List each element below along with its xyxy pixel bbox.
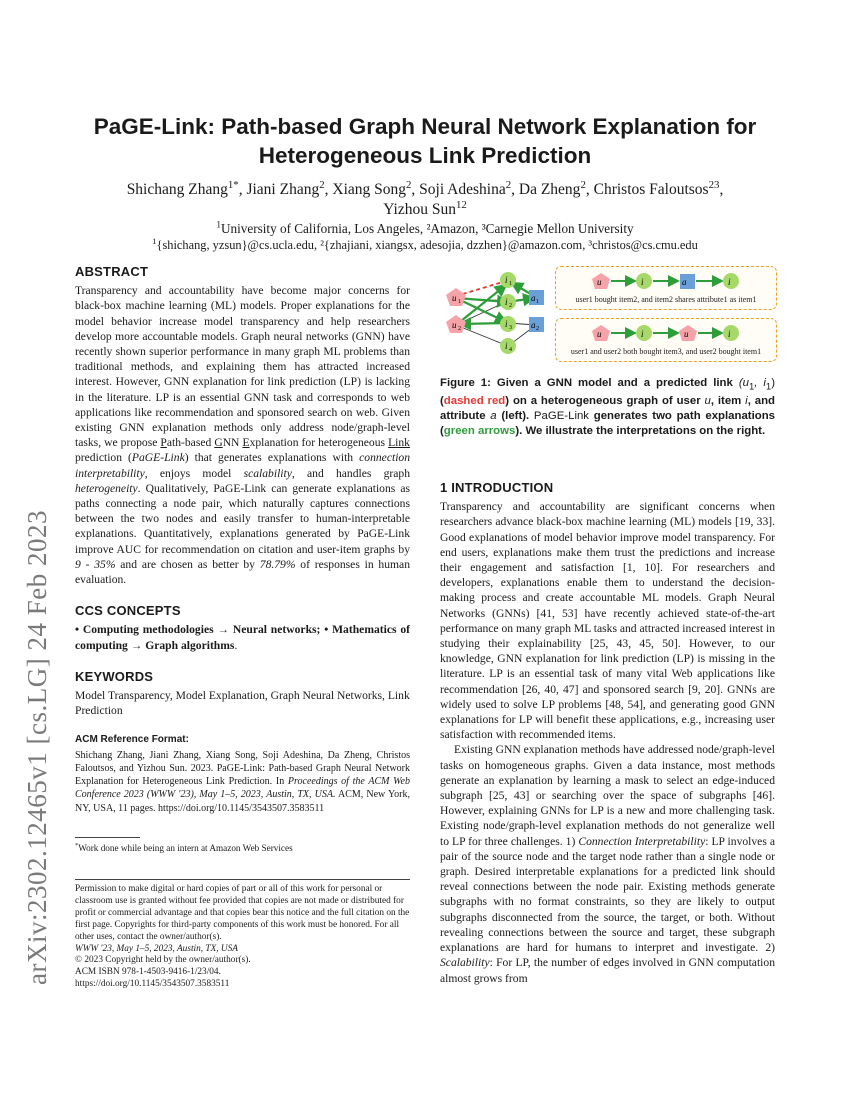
author-6: Christos Faloutsos [593,181,709,198]
intro-p2-italic-2: Scalability [440,956,490,970]
caption-part-1: Figure 1: Given a GNN model and a predicted link [440,377,739,389]
abstract-heading: ABSTRACT [75,264,149,279]
introduction-heading: 1 INTRODUCTION [440,480,554,495]
intro-p2-italic-1: Connection Interpretability [578,834,706,848]
permission-isbn: ACM ISBN 978-1-4503-9416-1/23/04. [75,967,221,978]
node-i3-sub: 3 [509,325,512,331]
caption-part-5: , and attribute [440,395,775,423]
caption-part-3: on a heterogeneous graph of user [509,395,705,408]
node-u1-sub: 1 [458,299,461,305]
author-list: Shichang Zhang$^{1*}$, Jiani Zhang$^2$, Xiang Song$^2$, Soji Adeshina$^2$, Da Zheng$^2$, Christos Faloutsos$^{23}$, Yizhou Sun$^{12}$ [126,178,724,218]
abstract-italic-2: scalability [243,466,292,480]
node-i3-label: i [505,319,508,329]
footnote-rule [75,837,140,838]
abstract-part-7: of responses in human evaluation. [75,557,410,587]
node-u1 [446,288,466,306]
acm-reference-heading: ACM Reference Format: [75,734,189,746]
author-5-sup: 2 [580,178,586,191]
intro-p2-part-2: : LP involves a pair of the source node and the target node rather than a single node or graph. Desired interpretable explanations for a predicted link should reveal connections between the node pair. Existing methods generate subgraphs with no format constraints, so they are likely to output subgraphs disconnected from the source, the target, or both. Without revealing connections between the source and target, these subgraph explanations are hard for humans to interpret and investigate. 2) [440,834,775,955]
author-3-sup: 2 [406,178,412,191]
abstract-acronym-link: Link [388,436,410,450]
node-a1-sub: 1 [536,299,539,305]
svg-text:a: a [682,277,687,287]
intro-paragraph-1: Transparency and accountability are significant concerns when researchers advance black-box machine learning (ML) models [19, 33]. Good explanations of model behavior improve model transparency. For end users, explanations make them trust the predictions and increase their engagement and satisfaction [1, 10]. For researchers and developers, explanations enable them to understand the decision-making process and create accountable ML models. Graph Neural Networks (GNNs) [41, 53] have recently achieved state-of-the-art performance on many graph ML tasks and attracted increased interest in studying their explainability [25, 43, 45, 50]. However, to our knowledge, GNN explanation for link prediction (LP) is missing in the literature. LP is an essential task of many vital Web applications like recommendation [26, 40, 47] and sponsored search [9, 20]. GNNs are widely used to solve LP problems [48, 54], and generating good GNN explanations for LP will benefit these applications, e.g., increasing user satisfaction with recommended items. [440,500,776,742]
ccs-part-1: • Computing methodologies → Neural networks [75,623,317,637]
affiliation-text-2: {shichang, yzsun}@cs.ucla.edu, ²{zhajiani, xiangsx, adesojia, dzzhen}@amazon.com, ³christos@cs.cmu.edu [156,238,698,252]
node-u2-sub: 2 [458,326,461,332]
abstract-text [75,283,410,587]
abstract-italic-4: 9 - 35% [75,557,116,571]
svg-text:u: u [597,277,602,287]
left-column [75,264,410,854]
affiliation-emails [60,237,790,254]
node-a2-label: a [531,320,536,330]
svg-text:i: i [728,329,731,339]
caption-part-8: generates two path explanations ( [440,410,775,438]
node-i1-label: i [505,275,508,285]
author-3: Xiang Song [332,181,406,198]
intro-paragraph-2 [440,742,775,985]
ccs-heading: CCS CONCEPTS [75,603,181,619]
caption-green-arrows: green arrows [443,425,516,438]
abstract-part-name2: NN [222,436,243,450]
caption-math-3: ) [771,377,775,389]
acm-reference-text [75,749,410,815]
abstract-part-1: Transparency and accountability have become major concerns for black-box machine learning (ML) models. Proper explanations for the model behavior increase model transparency and help researchers develop more accountable models. Graph neural networks (GNN) have recently shown superior performance in many graph ML problems than traditional methods, and explaining them has attracted increased interest. However, GNN explanation for link prediction (LP) is lacking in the literature. LP is an essential GNN task and corresponds to web applications like recommendation and sponsored search on web. Given existing GNN explanation methods only address node/graph-level tasks, we propose [75,284,410,450]
abstract-acronym-g: G [214,436,223,450]
affiliation-line-1 [60,220,790,237]
svg-text:u: u [684,329,689,339]
footnote-mark: * [75,841,79,849]
ccs-part-3: . [234,638,238,652]
node-i2-label: i [505,297,508,307]
caption-sub-2: 1 [765,381,772,393]
caption-math-1: (u [738,377,749,389]
figure-1 [440,266,780,366]
node-u1-label: u [452,293,457,303]
node-a2 [529,317,544,332]
keywords-heading: KEYWORDS [75,668,154,684]
abstract-part-name3: xplanation for heterogeneous [249,436,389,450]
arxiv-side-label: arXiv:2302.12465v1 [cs.LG] 24 Feb 2023 [22,510,52,985]
caption-part-4: , item [710,395,746,408]
abstract-italic-1: connection interpretability [75,451,411,480]
explanation-edges [456,283,534,325]
intro-p2-part-1: Existing GNN explanation methods have addressed node/graph-level tasks on homogeneous graphs. Given a data instance, most methods generate an explanation by learning a mask to select an edge-induced subgraph [25, 43] or searching over the space of subgraphs [46]. However, explaining GNNs for LP is a new and more challenging task. Existing node/graph-level explanation methods do not generalize well to LP for three challenges. 1) [440,743,775,848]
node-i1 [500,272,516,288]
abstract-italic-3: heterogeneity [75,481,138,495]
introduction-section [440,480,775,986]
acm-ref-part-2: ACM, New York, NY, USA, 11 pages. https://doi.org/10.1145/3543507.3583511 [75,789,411,814]
node-a1 [529,290,544,305]
title-line-2: Heterogeneous Link Prediction [258,143,592,168]
permission-copyright: © 2023 Copyright held by the owner/author(s). [75,955,251,966]
affiliations [60,220,790,254]
caption-math-i: i [745,395,748,408]
permission-venue: WWW '23, May 1–5, 2023, Austin, TX, USA [75,943,238,954]
author-4: Soji Adeshina [419,181,506,198]
caption-part-6: (left). [496,410,534,423]
abstract-acronym-p: P [160,436,167,450]
abstract-part-4: , and handles graph [291,466,410,480]
caption-method-name: PaGE-Link [533,410,590,423]
caption-sub-1: 1 [748,381,755,393]
author-6-sup: 23 [708,178,720,191]
path-2-caption: user1 and user2 both bought item3, and user2 bought item1 [570,347,762,356]
abstract-part-6: and are chosen as better by [115,557,260,571]
author-1-sup: 1* [227,178,239,191]
author-7: Yizhou Sun [383,201,456,218]
path-explanation-2 [555,318,777,362]
figure-1-caption: Figure 1: Given a GNN model and a predicted link ($u_1$, $i_1$) (dashed red) on a heterogeneous graph of user u, item i, and attribute a (left). PaGE-Link generates two path explanations (green arrows). We illustrate the interpretations on the right. [440,377,775,438]
node-i4 [500,338,516,354]
author-2: Jiani Zhang [246,181,320,198]
abstract-method-name: PaGE-Link [131,451,185,465]
affiliation-text-1: University of California, Los Angeles, ²Amazon, ³Carnegie Mellon University [221,221,634,236]
permission-doi: https://doi.org/10.1145/3543507.3583511 [75,979,230,990]
path-1-diagram [556,269,776,295]
acm-ref-italic: Proceedings of the ACM Web Conference 2023 (WWW '23), May 1–5, 2023, Austin, TX, USA. [75,776,410,801]
path-1-caption: user1 bought item2, and item2 shares attribute1 as item1 [575,295,757,304]
intro-p2-part-3: : For LP, the number of edges involved in GNN computation almost grows from [440,956,775,985]
ccs-part-2: ; • Mathematics of computing → Graph algorithms [75,623,410,652]
node-i2 [500,294,516,310]
caption-math-a: a [490,410,497,423]
abstract-part-2: ) that generates explanations with [184,451,360,465]
affiliation-sup-2: 1 [152,235,157,246]
abstract-italic-5: 78.79% [259,557,296,571]
svg-text:u: u [597,329,602,339]
abstract-part-name4: prediction ( [75,451,132,465]
affiliation-sup-1: 1 [216,219,221,230]
permission-text: Permission to make digital or hard copies of part or all of this work for personal or classroom use is granted without fee provided that copies are not made or distributed for profit or commercial advantage and that copies bear this notice and the full citation on the first page. Copyrights for third-party components of this work must be honored. For all other uses, contact the owner/author(s). [75,884,410,942]
acm-ref-part-1: Shichang Zhang, Jiani Zhang, Xiang Song, Soji Adeshina, Da Zheng, Christos Faloutsos, and Yizhou Sun. 2023. PaGE-Link: Path-based Graph Neural Network Explanation for Heterogeneous Link Prediction. In [75,749,410,788]
path-2-diagram [556,321,776,347]
node-i4-sub: 4 [509,347,512,353]
graph-edges [456,298,536,346]
node-i4-label: i [505,341,508,351]
node-i2-sub: 2 [509,303,512,309]
svg-text:i: i [641,277,644,287]
caption-math-u: u [704,395,711,408]
abstract-part-name1: ath-based [166,436,215,450]
node-i1-sub: 1 [509,281,512,287]
author-4-sup: 2 [505,178,512,191]
abstract-part-3: , enjoys model [144,466,244,480]
svg-text:i: i [641,329,644,339]
author-2-sup: 2 [319,178,325,191]
node-u2 [446,315,466,333]
node-u2-label: u [452,320,457,330]
path-explanation-1 [555,266,777,310]
ccs-text [75,622,410,652]
permission-notice [75,879,410,991]
svg-text:i: i [728,277,731,287]
abstract-part-5: . Qualitatively, PaGE-Link can generate explanations as paths connecting a node pair, which naturally captures connections between the two nodes and easily transfer to human-interpretable explanations. Quantitatively, explanations generated by PaGE-Link improve AUC for recommendation on citation and user-item graphs by [75,481,410,556]
node-a1-label: a [531,293,536,303]
keywords-text: Model Transparency, Model Explanation, Graph Neural Networks, Link Prediction [75,689,410,718]
acm-reference [75,732,410,814]
footnote-block [75,837,410,854]
author-1: Shichang Zhang [126,181,228,198]
abstract-acronym-e: E [242,436,250,450]
node-a2-sub: 2 [536,326,539,332]
title-line-1: PaGE-Link: Path-based Graph Neural Network Explanation for [93,114,757,139]
caption-math-2: , i [754,377,766,389]
author-5: Da Zheng [518,181,581,198]
node-i3 [500,316,516,332]
paper-title [60,112,790,170]
caption-part-10: ). We illustrate the interpretations on the right. [515,425,766,438]
caption-dashed-red: dashed red [443,395,506,408]
author-7-sup: 12 [455,198,467,211]
footnote-text: Work done while being an intern at Amazon Web Services [78,842,293,853]
footnote [75,842,410,854]
